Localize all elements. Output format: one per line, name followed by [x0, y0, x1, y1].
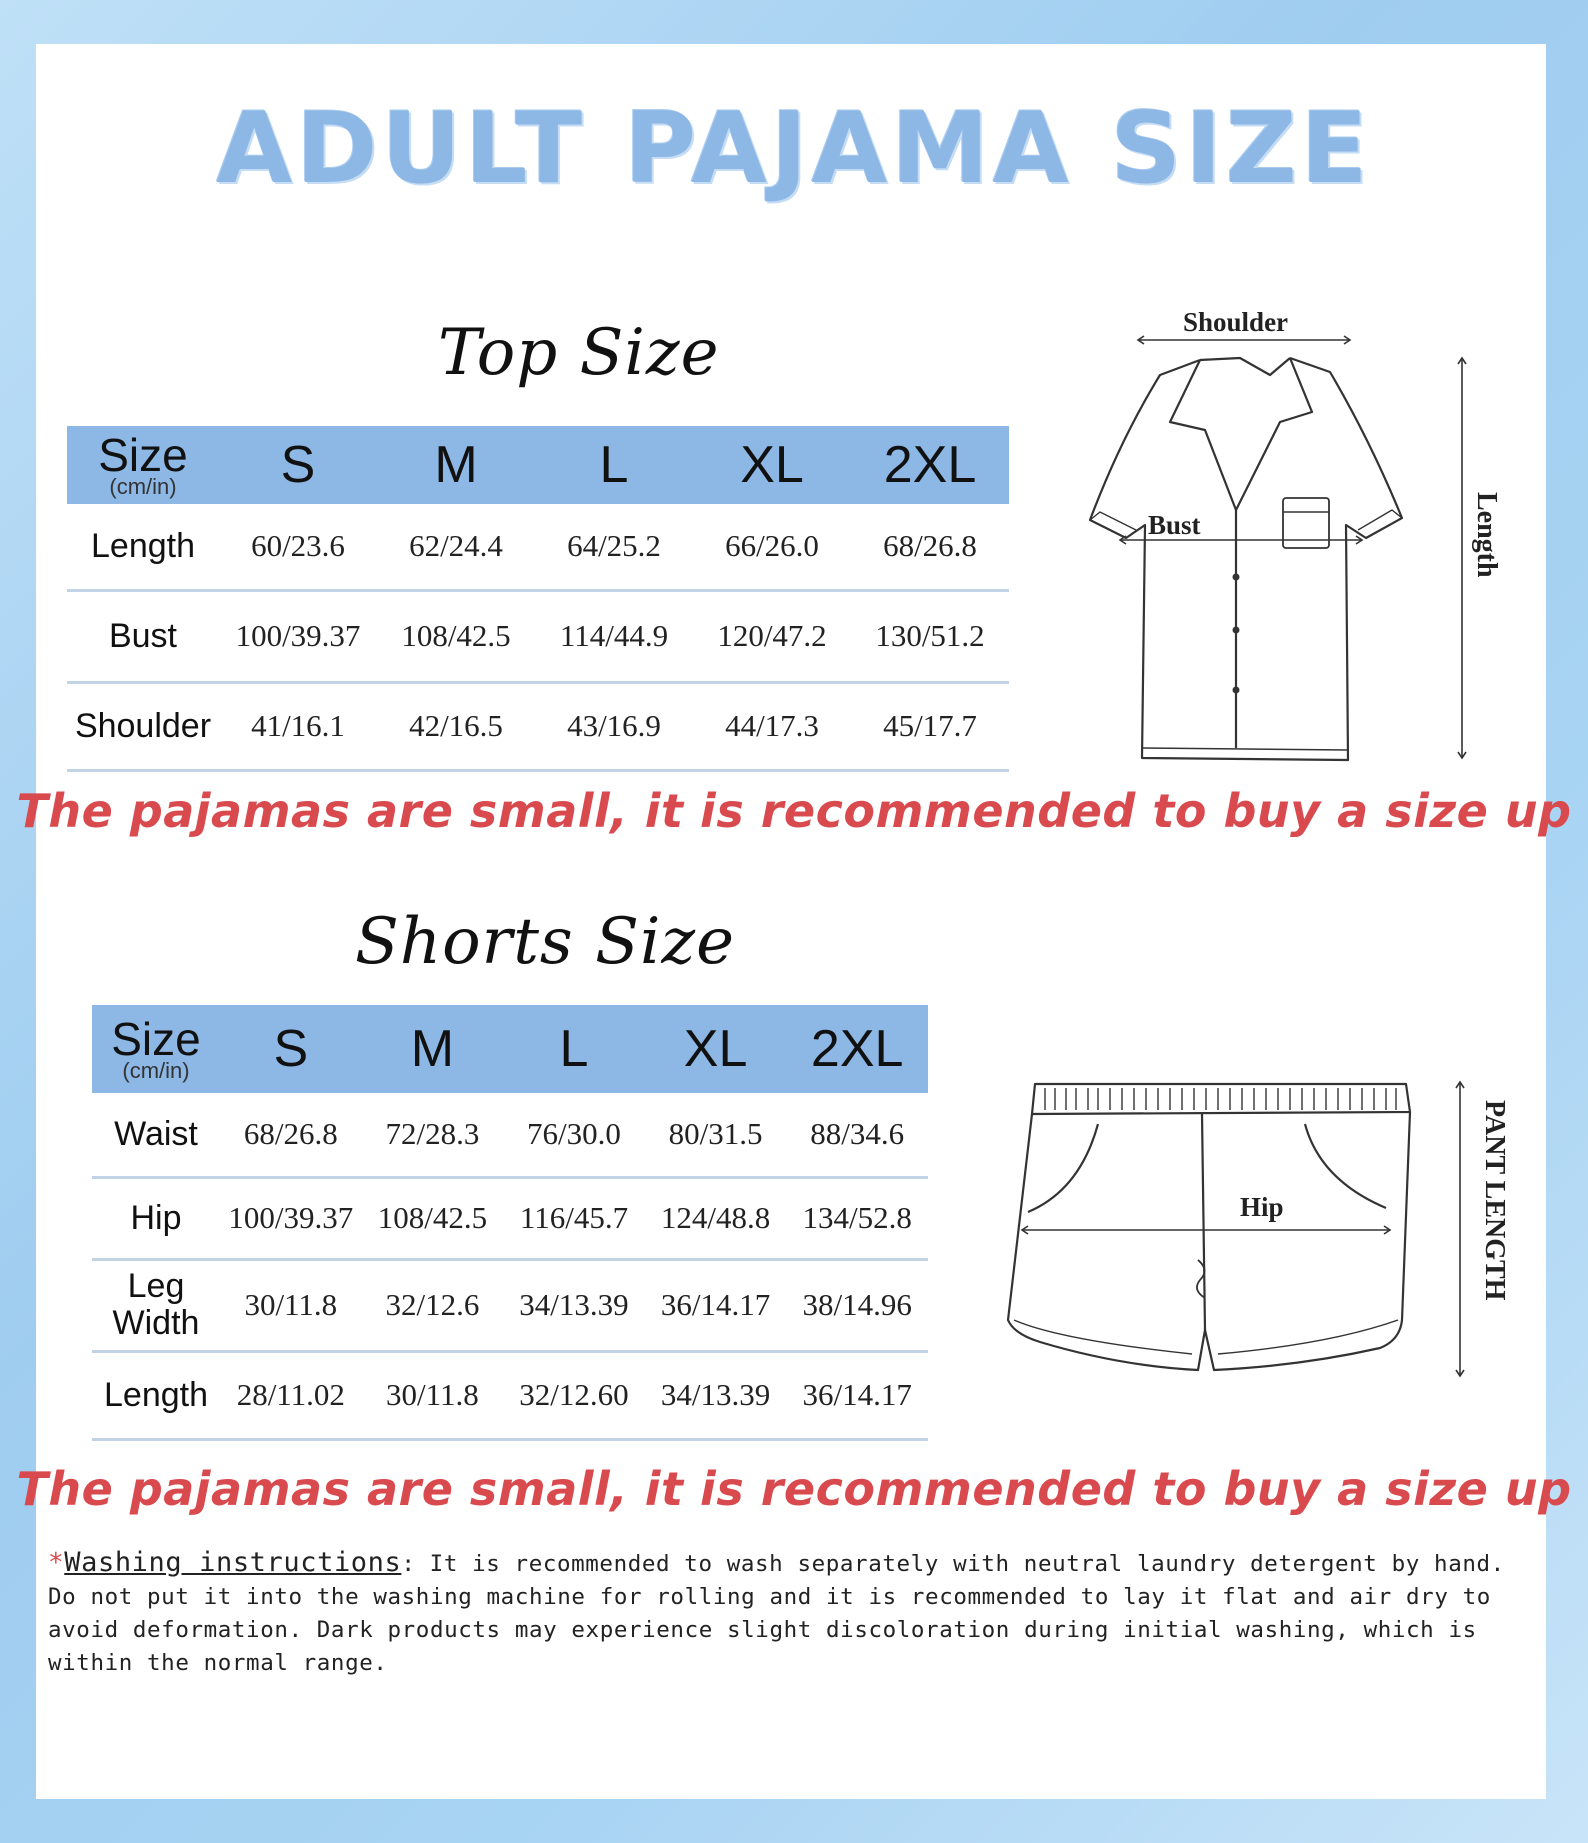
- table-cell: 108/42.5: [362, 1177, 504, 1259]
- row-label: Shoulder: [67, 682, 219, 770]
- size-col-header: XL: [693, 426, 851, 504]
- table-cell: 32/12.60: [503, 1351, 645, 1439]
- table-row: [67, 682, 1009, 770]
- shoulder-label: Shoulder: [1183, 307, 1289, 337]
- size-up-note-2: The pajamas are small, it is recommended to buy a size up: [16, 1462, 1572, 1516]
- washing-instructions: [48, 1546, 1528, 1680]
- table-cell: 62/24.4: [377, 504, 535, 590]
- table-row: [92, 1093, 928, 1177]
- size-col-header: M: [362, 1005, 504, 1093]
- table-cell: 108/42.5: [377, 590, 535, 682]
- row-label: Length: [67, 504, 219, 590]
- size-col-header: M: [377, 426, 535, 504]
- table-cell: 41/16.1: [219, 682, 377, 770]
- table-cell: 44/17.3: [693, 682, 851, 770]
- size-header-cell: Size (cm/in): [92, 1005, 220, 1093]
- top-size-table: [67, 426, 1009, 772]
- row-label: Hip: [92, 1177, 220, 1259]
- table-row: [67, 590, 1009, 682]
- table-cell: 36/14.17: [786, 1351, 928, 1439]
- page-title: ADULT PAJAMA SIZE: [216, 92, 1372, 206]
- table-row: [67, 504, 1009, 590]
- table-cell: 43/16.9: [535, 682, 693, 770]
- asterisk-icon: *: [48, 1548, 65, 1578]
- table-cell: 80/31.5: [645, 1093, 787, 1177]
- table-cell: 130/51.2: [851, 590, 1009, 682]
- table-cell: 38/14.96: [786, 1259, 928, 1351]
- size-col-header: S: [219, 426, 377, 504]
- table-row: [92, 1259, 928, 1351]
- bust-label: Bust: [1148, 510, 1201, 540]
- table-cell: 36/14.17: [645, 1259, 787, 1351]
- table-cell: 120/47.2: [693, 590, 851, 682]
- size-col-header: S: [220, 1005, 362, 1093]
- table-cell: 124/48.8: [645, 1177, 787, 1259]
- size-col-header: 2XL: [786, 1005, 928, 1093]
- table-row: [92, 1177, 928, 1259]
- size-up-note: The pajamas are small, it is recommended to buy a size up: [16, 784, 1572, 838]
- hip-label: Hip: [1240, 1192, 1284, 1222]
- size-col-header: L: [503, 1005, 645, 1093]
- table-cell: 64/25.2: [535, 504, 693, 590]
- row-label: Leg Width: [92, 1259, 220, 1351]
- table-cell: 134/52.8: [786, 1177, 928, 1259]
- table-cell: 32/12.6: [362, 1259, 504, 1351]
- washing-label: Washing instructions: [64, 1547, 402, 1578]
- table-cell: 45/17.7: [851, 682, 1009, 770]
- row-label: Bust: [67, 590, 219, 682]
- shirt-diagram: [1040, 300, 1510, 770]
- shorts-size-heading: Shorts Size: [355, 905, 735, 979]
- length-label: Length: [1471, 492, 1502, 578]
- table-cell: 28/11.02: [220, 1351, 362, 1439]
- top-size-heading: Top Size: [438, 316, 720, 390]
- table-cell: 100/39.37: [219, 590, 377, 682]
- table-cell: 116/45.7: [503, 1177, 645, 1259]
- table-cell: 114/44.9: [535, 590, 693, 682]
- table-cell: 42/16.5: [377, 682, 535, 770]
- row-label: Length: [92, 1351, 220, 1439]
- table-cell: 88/34.6: [786, 1093, 928, 1177]
- table-cell: 34/13.39: [503, 1259, 645, 1351]
- table-cell: 72/28.3: [362, 1093, 504, 1177]
- table-cell: 30/11.8: [362, 1351, 504, 1439]
- table-cell: 66/26.0: [693, 504, 851, 590]
- size-header-cell: Size (cm/in): [67, 426, 219, 504]
- table-cell: 100/39.37: [220, 1177, 362, 1259]
- table-cell: 76/30.0: [503, 1093, 645, 1177]
- table-cell: 60/23.6: [219, 504, 377, 590]
- row-label: Waist: [92, 1093, 220, 1177]
- table-cell: 34/13.39: [645, 1351, 787, 1439]
- table-row: [92, 1351, 928, 1439]
- washing-text: : It is recommended to wash separately with neutral laundry detergent by hand. Do not put it into the washing machine for rolling and it is recommended to lay it flat and air dry to avoid deformation. Dark products may experience slight discoloration during initial washing, which is within the normal range.: [48, 1551, 1505, 1676]
- shorts-size-table: [92, 1005, 928, 1441]
- table-cell: 30/11.8: [220, 1259, 362, 1351]
- size-col-header: 2XL: [851, 426, 1009, 504]
- size-col-header: L: [535, 426, 693, 504]
- pant-length-label: PANT LENGTH: [1479, 1100, 1510, 1301]
- table-cell: 68/26.8: [220, 1093, 362, 1177]
- table-cell: 68/26.8: [851, 504, 1009, 590]
- shorts-diagram: [1000, 1070, 1510, 1390]
- size-col-header: XL: [645, 1005, 787, 1093]
